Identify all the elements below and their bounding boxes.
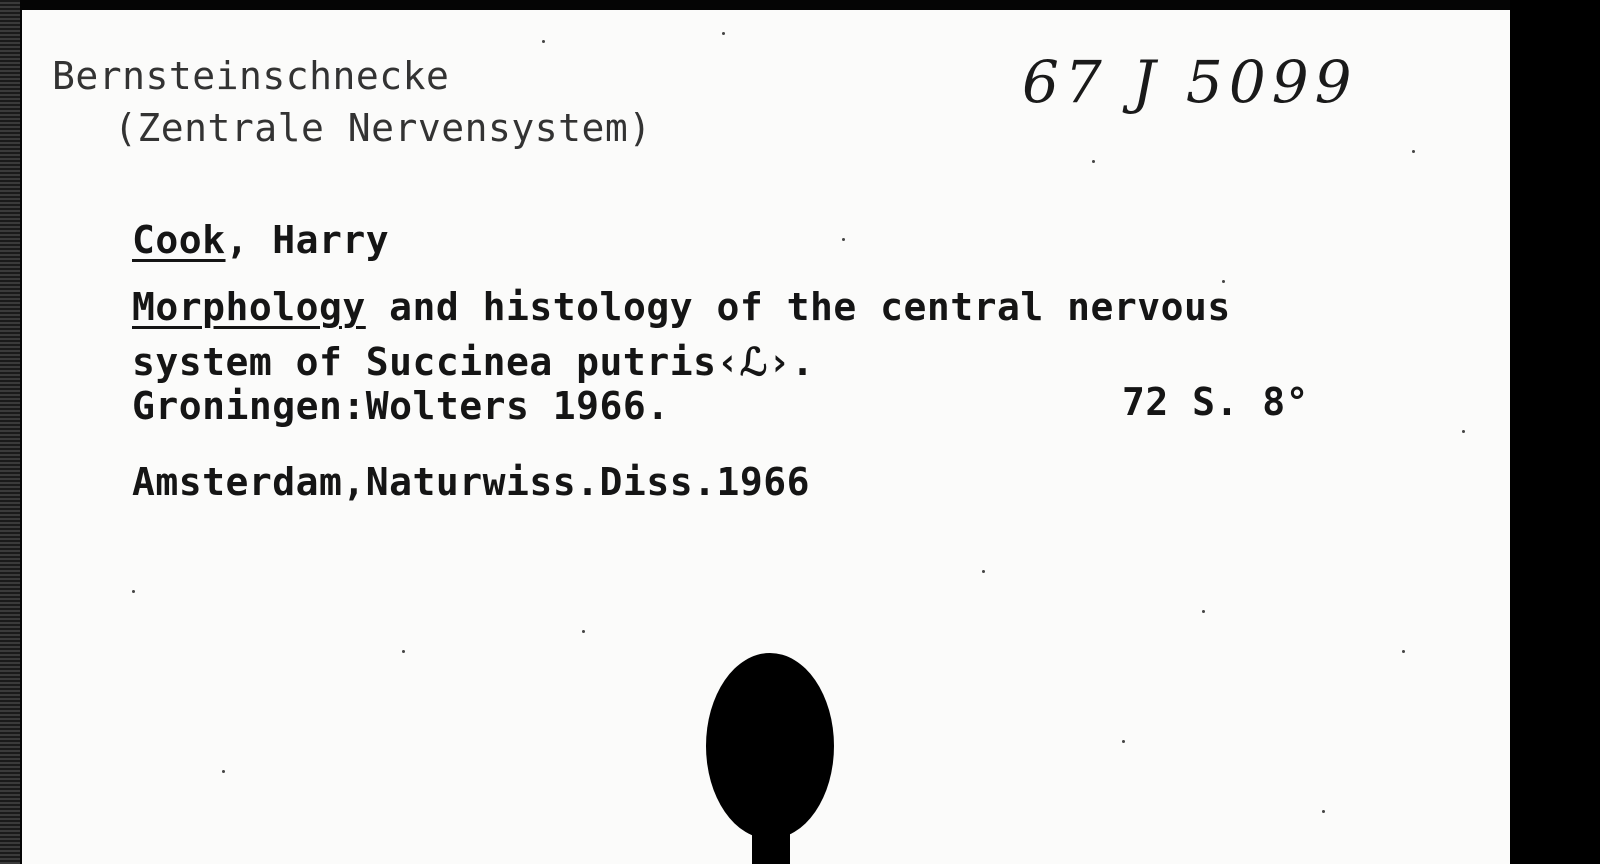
subject-subheading: (Zentrale Nervensystem) [114,106,652,150]
speck [982,570,985,573]
punch-hole-stem [752,810,790,864]
title-keyword: Morphology [132,285,366,329]
author-line [132,218,389,262]
catalog-card [22,10,1510,864]
speck [1322,810,1325,813]
thesis-note: Amsterdam,Naturwiss.Diss.1966 [132,460,810,504]
author-forename: , Harry [225,218,390,262]
speck [1402,650,1405,653]
speck [132,590,135,593]
speck [582,630,585,633]
author-surname: Cook [132,218,226,262]
speck [842,238,845,241]
film-edge [0,0,20,864]
film-border [1510,0,1600,864]
speck [1462,430,1465,433]
speck [542,40,545,43]
speck [1202,610,1205,613]
speck [1412,150,1415,153]
speck [1092,160,1095,163]
imprint: Groningen:Wolters 1966. [132,384,670,428]
collation: 72 S. 8° [1122,380,1310,424]
title-line-2: system of Succinea putris‹ℒ›. [132,340,815,384]
title-line-1-rest: and histology of the central nervous [365,285,1231,329]
subject-heading: Bernsteinschnecke [52,54,450,98]
speck [402,650,405,653]
speck [722,32,725,35]
speck [1222,280,1225,283]
speck [222,770,225,773]
title-line-1 [132,285,1231,329]
call-number: 67 J 5099 [1022,48,1358,116]
speck [1122,740,1125,743]
